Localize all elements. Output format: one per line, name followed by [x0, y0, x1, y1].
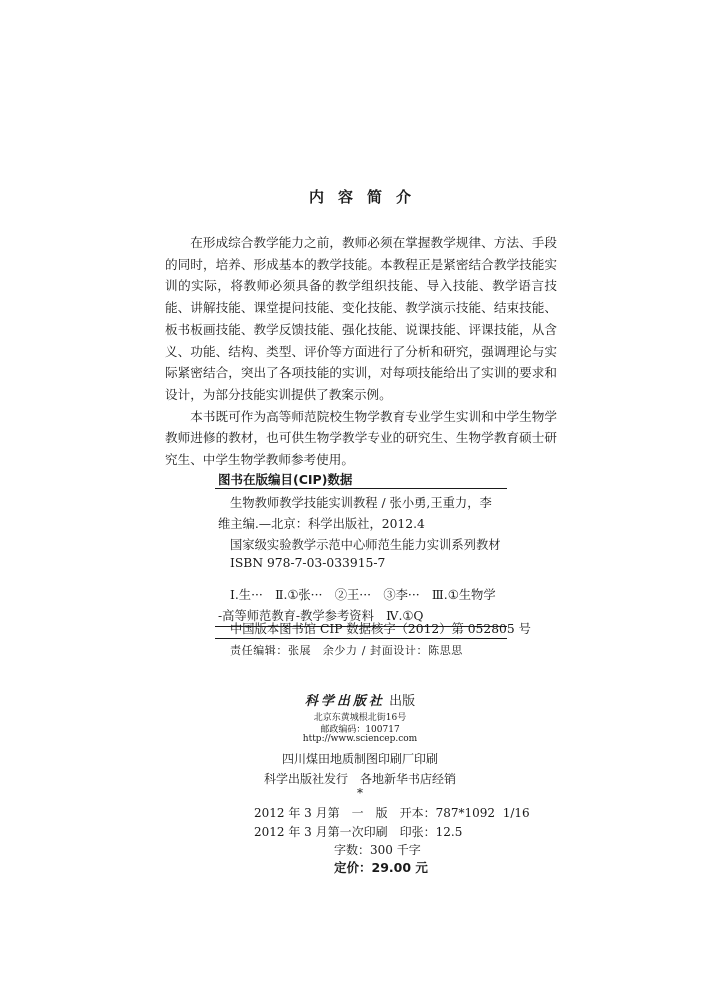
price: 定价：29.00 元 — [334, 860, 428, 875]
cip-line-1: 生物教师教学技能实训教程 / 张小勇,王重力，李 — [230, 496, 492, 510]
separator-star: * — [357, 786, 363, 800]
editors-line: 责任编辑：张展 余少力 / 封面设计：陈思思 — [230, 644, 463, 657]
intro-paragraph-2: 本书既可作为高等师范院校生物学教育专业学生实训和中学生物学教师进修的教材，也可供生物学教学专业的研究生、生物学教育硕士研究生、中学生物学教师参考使用。 — [165, 408, 557, 468]
publisher-postcode: 邮政编码：100717 — [320, 725, 400, 735]
publisher-line — [0, 690, 720, 709]
printing-line: 2012 年 3 月第一次印刷 印张：12.5 — [254, 825, 463, 839]
cip-top-rule — [215, 488, 507, 489]
intro-body — [165, 232, 557, 471]
cip-heading: 图书在版编目(CIP)数据 — [218, 472, 353, 487]
publisher-address: 北京东黄城根北街16号 — [313, 713, 407, 723]
cip-line-3: 国家级实验教学示范中心师范生能力实训系列教材 — [230, 538, 501, 552]
cip-verification: 中国版本图书馆 CIP 数据核字（2012）第 052805 号 — [230, 622, 531, 636]
edition-line: 2012 年 3 月第 一 版 开本：787*1092 1/16 — [254, 806, 530, 820]
cip-line-5: Ⅰ.生··· Ⅱ.①张··· ②王··· ③李··· Ⅲ.①生物学 — [230, 588, 496, 602]
distributor-line: 科学出版社发行 各地新华书店经销 — [263, 772, 456, 786]
cip-line-2: 维主编.—北京：科学出版社，2012.4 — [218, 517, 425, 531]
publisher-name: 科学出版社 — [304, 694, 385, 709]
cip-line-4: ISBN 978-7-03-033915-7 — [230, 556, 386, 570]
intro-title: 内容简介 — [308, 188, 425, 206]
publisher-website: http://www.sciencep.com — [302, 734, 418, 744]
word-count: 字数：300 千字 — [334, 843, 421, 857]
publisher-suffix: 出版 — [389, 694, 416, 709]
printer-line: 四川煤田地质制图印刷厂印刷 — [281, 752, 438, 766]
cip-line-6: -高等师范教育-教学参考资料 Ⅳ.①Q — [218, 609, 424, 623]
cip-bottom-rule — [215, 638, 507, 639]
intro-paragraph-1: 在形成综合教学能力之前，教师必须在掌握教学规律、方法、手段的同时，培养、形成基本的教学技能。本教程正是紧密结合教学技能实训的实际，将教师必须具备的教学组织技能、导入技能、教学语言技能、讲解技能、课堂提问技能、变化技能、教学演示技能、结束技能、板书板画技能、教学反馈技能、强化技能、说课技能、评课技能，从含义、功能、结构、类型、评价等方面进行了分析和研究，强调理论与实际紧密结合，突出了各项技能的实训，对每项技能给出了实训的要求和设计，为部分技能实训提供了教案示例。 — [165, 235, 557, 402]
